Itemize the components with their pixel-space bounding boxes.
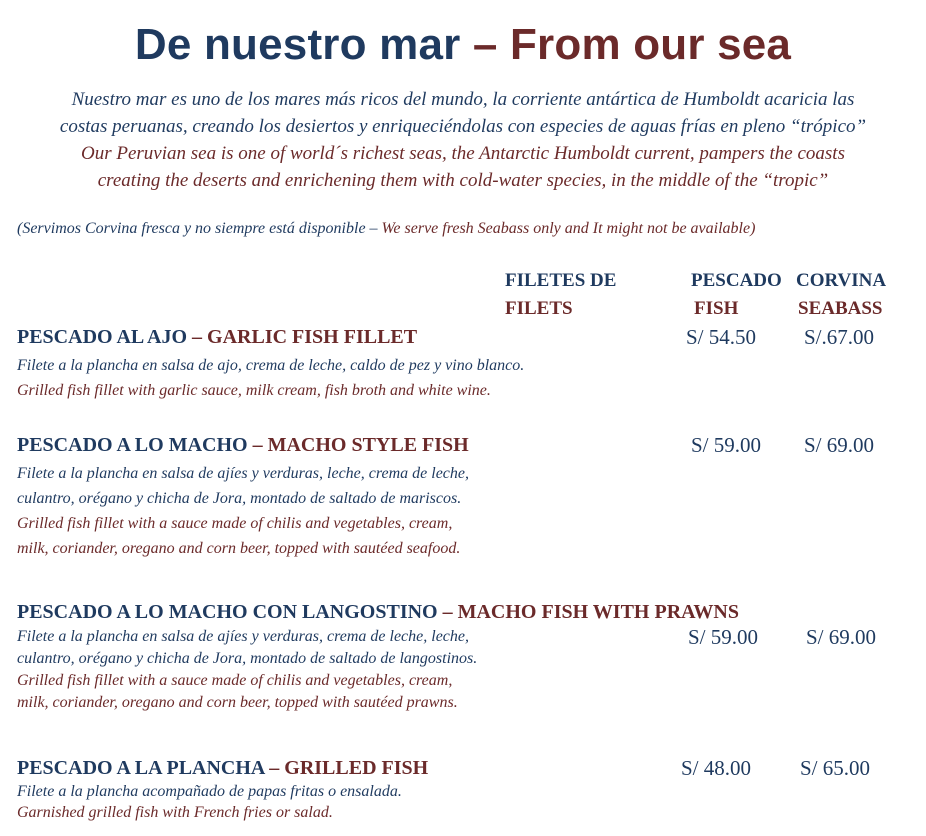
description-spanish-line: Filete a la plancha en salsa de ajíes y verduras, leche, crema de leche, [17, 465, 470, 482]
price-seabass: S/ 69.00 [804, 433, 875, 457]
dish-name-separator: – [437, 601, 458, 623]
price-fish: S/ 48.00 [681, 756, 752, 780]
description-english-line: Grilled fish fillet with garlic sauce, milk cream, fish broth and white wine. [17, 382, 491, 399]
description-english-line: milk, coriander, oregano and corn beer, topped with sautéed seafood. [17, 540, 461, 557]
dish-name-separator: – [187, 326, 208, 348]
dish-title [17, 601, 739, 624]
column-fish-english: FISH [694, 298, 739, 319]
dish-title [17, 434, 469, 457]
dish-description [17, 353, 524, 403]
description-spanish-line: Filete a la plancha en salsa de ajo, crema de leche, caldo de pez y vino blanco. [17, 357, 525, 374]
dish-name-english: MACHO STYLE FISH [267, 434, 469, 456]
dish-name-spanish: PESCADO A LO MACHO [17, 434, 248, 456]
intro-english-line-2: creating the deserts and enrichening them with cold-water species, in the middle of the “tropic” [97, 170, 829, 191]
dish-name-spanish: PESCADO A LA PLANCHA [17, 757, 265, 779]
dish-name-english: GRILLED FISH [284, 757, 429, 779]
dish-title [17, 326, 417, 349]
description-english-line: Grilled fish fillet with a sauce made of chilis and vegetables, cream, [17, 672, 453, 689]
dish-description [17, 626, 477, 714]
dish-name-english: MACHO FISH WITH PRAWNS [457, 601, 739, 623]
dish-name-separator: – [247, 434, 268, 456]
description-english-line: Garnished grilled fish with French fries or salad. [17, 804, 333, 821]
column-seabass-spanish: CORVINA [796, 270, 887, 291]
title-spanish: De nuestro mar [134, 20, 461, 69]
column-header-seabass [796, 267, 886, 323]
dish-name-spanish: PESCADO A LO MACHO CON LANGOSTINO [17, 601, 438, 623]
column-header-fish [691, 267, 782, 323]
dish-name-english: GARLIC FISH FILLET [207, 326, 418, 348]
page-title [0, 20, 926, 70]
price-fish: S/ 59.00 [688, 625, 759, 649]
description-english-line: Grilled fish fillet with a sauce made of chilis and vegetables, cream, [17, 515, 453, 532]
dish-name-spanish: PESCADO AL AJO [17, 326, 188, 348]
title-english: From our sea [509, 20, 792, 69]
column-fillets-spanish: FILETES DE [505, 270, 617, 291]
intro-spanish-line-1: Nuestro mar es uno de los mares más ricos del mundo, la corriente antártica de Humboldt acaricia las [71, 89, 855, 110]
column-fish-spanish: PESCADO [691, 270, 782, 291]
availability-note [17, 220, 755, 238]
description-spanish-line: Filete a la plancha acompañado de papas fritas o ensalada. [17, 783, 402, 800]
dish-name-separator: – [264, 757, 285, 779]
intro-english-line-1: Our Peruvian sea is one of world´s richest seas, the Antarctic Humboldt current, pampers the coasts [81, 143, 845, 164]
price-seabass: S/ 65.00 [800, 756, 871, 780]
column-fillets-english: FILETS [505, 298, 573, 319]
description-spanish-line: culantro, orégano y chicha de Jora, montado de saltado de mariscos. [17, 490, 462, 507]
column-seabass-english: SEABASS [798, 298, 883, 319]
price-fish: S/ 54.50 [686, 325, 757, 349]
description-spanish-line: Filete a la plancha en salsa de ajíes y verduras, crema de leche, leche, [17, 628, 470, 645]
dish-title [17, 757, 428, 780]
price-fish: S/ 59.00 [691, 433, 762, 457]
title-separator: – [460, 20, 510, 69]
price-seabass: S/ 69.00 [806, 625, 877, 649]
description-spanish-line: culantro, orégano y chicha de Jora, montado de saltado de langostinos. [17, 650, 478, 667]
intro-spanish-line-2: costas peruanas, creando los desiertos y enriqueciéndolas con especies de aguas frías en pleno “trópico” [59, 116, 867, 137]
description-english-line: milk, coriander, oregano and corn beer, topped with sautéed prawns. [17, 694, 458, 711]
price-seabass: S/.67.00 [804, 325, 875, 349]
dish-description [17, 461, 469, 561]
note-spanish: (Servimos Corvina fresca y no siempre está disponible – [17, 220, 382, 237]
note-english: We serve fresh Seabass only and It might not be available) [381, 220, 756, 237]
column-header-fillets [505, 267, 616, 323]
dish-description [17, 781, 402, 823]
